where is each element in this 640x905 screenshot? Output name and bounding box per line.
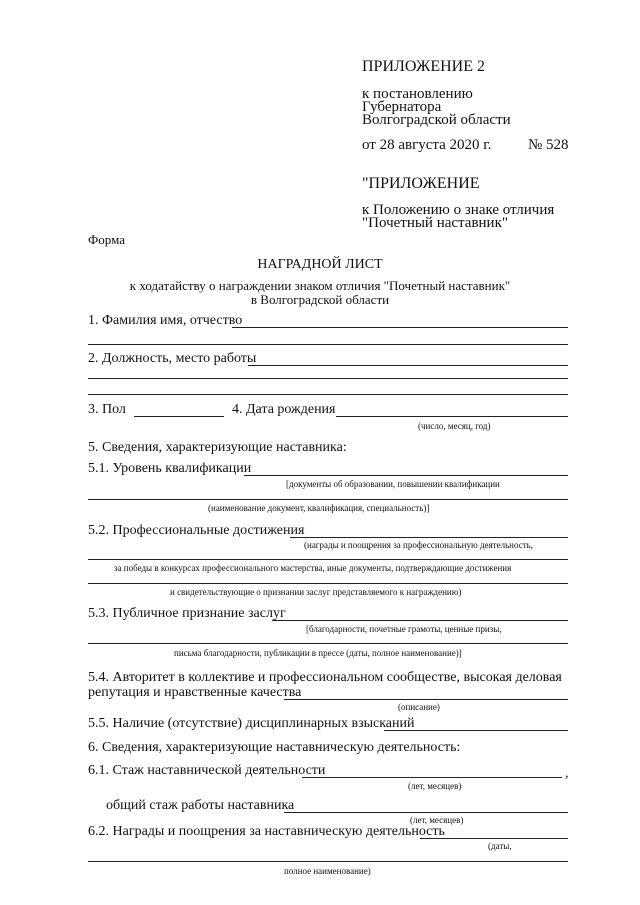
mentoring-experience-line[interactable] bbox=[302, 777, 562, 778]
mentoring-awards-caption-2: полное наименование) bbox=[284, 866, 371, 876]
document-subtitle-1: к ходатайству о награждении знаком отличия "Почетный наставник" bbox=[129, 278, 511, 293]
field-disciplinary-label: 5.5. Наличие (отсутствие) дисциплинарных взысканий bbox=[88, 716, 415, 731]
qualification-caption-1: [документы об образовании, повышении квалификации bbox=[286, 479, 500, 489]
award-name: "Почетный наставник" bbox=[362, 215, 508, 231]
achievements-caption-3: и свидетельствующие о признании заслуг представляемого к награждению) bbox=[170, 587, 462, 597]
field-recognition-label: 5.3. Публичное признание заслуг bbox=[88, 606, 286, 621]
field-reputation-label-1: 5.4. Авторитет в коллективе и профессиональном сообществе, высокая деловая bbox=[88, 670, 562, 685]
position-line[interactable] bbox=[248, 365, 568, 366]
field-qualification-label: 5.1. Уровень квалификации bbox=[88, 461, 252, 476]
mentoring-awards-line-2[interactable] bbox=[88, 861, 568, 862]
field-mentoring-experience-label: 6.1. Стаж наставнической деятельности bbox=[88, 763, 326, 778]
full-name-line-2[interactable] bbox=[88, 344, 568, 345]
field-full-name-label: 1. Фамилия имя, отчество bbox=[88, 313, 243, 328]
reputation-caption: (описание) bbox=[398, 702, 440, 712]
field-gender-label: 3. Пол bbox=[88, 402, 126, 417]
regulation-label: к Положению о знаке отличия bbox=[362, 202, 555, 218]
field-reputation-label-2: репутация и нравственные качества bbox=[88, 685, 302, 700]
position-line-3[interactable] bbox=[88, 394, 568, 395]
field-birthdate-label: 4. Дата рождения bbox=[232, 402, 336, 417]
section-6-heading: 6. Сведения, характеризующие наставническую деятельность: bbox=[88, 740, 461, 755]
qualification-caption-2: (наименование документ, квалификация, специальность)] bbox=[208, 503, 430, 513]
section-5-heading: 5. Сведения, характеризующие наставника: bbox=[88, 440, 347, 455]
qualification-line[interactable] bbox=[244, 475, 568, 476]
disciplinary-line[interactable] bbox=[384, 730, 568, 731]
recognition-caption-1: [благодарности, почетные грамоты, ценные призы, bbox=[306, 624, 502, 634]
governor-label: Губернатора bbox=[362, 99, 442, 115]
birthdate-caption: (число, месяц, год) bbox=[418, 421, 491, 431]
full-name-line[interactable] bbox=[232, 327, 568, 328]
achievements-line[interactable] bbox=[290, 537, 568, 538]
appendix-quote: "ПРИЛОЖЕНИЕ bbox=[362, 175, 480, 192]
gender-line[interactable] bbox=[134, 416, 224, 417]
recognition-line[interactable] bbox=[272, 620, 568, 621]
birthdate-line[interactable] bbox=[336, 416, 568, 417]
achievements-caption-1: (награды и поощрения за профессиональную деятельность, bbox=[304, 540, 534, 550]
appendix-title: ПРИЛОЖЕНИЕ 2 bbox=[362, 58, 486, 75]
field-total-experience-label: общий стаж работы наставника bbox=[106, 798, 295, 813]
resolution-date: от 28 августа 2020 г. bbox=[362, 137, 492, 153]
position-line-2[interactable] bbox=[88, 378, 568, 379]
mentoring-experience-caption: (лет, месяцев) bbox=[408, 781, 462, 791]
document-subtitle-2: в Волгоградской области bbox=[250, 292, 390, 307]
region-label: Волгоградской области bbox=[362, 112, 511, 128]
field-mentoring-awards-label: 6.2. Награды и поощрения за наставническую деятельность bbox=[88, 824, 445, 839]
mentoring-awards-caption-1: (даты, bbox=[488, 841, 512, 851]
recognition-line-2[interactable] bbox=[88, 643, 568, 644]
mentoring-experience-comma: , bbox=[565, 766, 569, 781]
resolution-number: № 528 bbox=[528, 137, 569, 153]
mentoring-awards-line[interactable] bbox=[420, 838, 568, 839]
total-experience-caption: (лет, месяцев) bbox=[410, 815, 464, 825]
reputation-line[interactable] bbox=[284, 699, 568, 700]
achievements-caption-2: за победы в конкурсах профессионального мастерства, иные документы, подтверждающие достижения bbox=[114, 563, 512, 573]
achievements-line-3[interactable] bbox=[88, 583, 568, 584]
total-experience-line[interactable] bbox=[284, 812, 568, 813]
recognition-caption-2: письма благодарности, публикации в прессе (даты, полное наименование)] bbox=[174, 648, 462, 658]
resolution-label: к постановлению bbox=[362, 86, 473, 102]
field-position-label: 2. Должность, место работы bbox=[88, 351, 257, 366]
document-title: НАГРАДНОЙ ЛИСТ bbox=[257, 257, 383, 272]
form-label: Форма bbox=[88, 232, 125, 247]
field-achievements-label: 5.2. Профессиональные достижения bbox=[88, 523, 305, 538]
qualification-line-2[interactable] bbox=[88, 499, 568, 500]
achievements-line-2[interactable] bbox=[88, 559, 568, 560]
